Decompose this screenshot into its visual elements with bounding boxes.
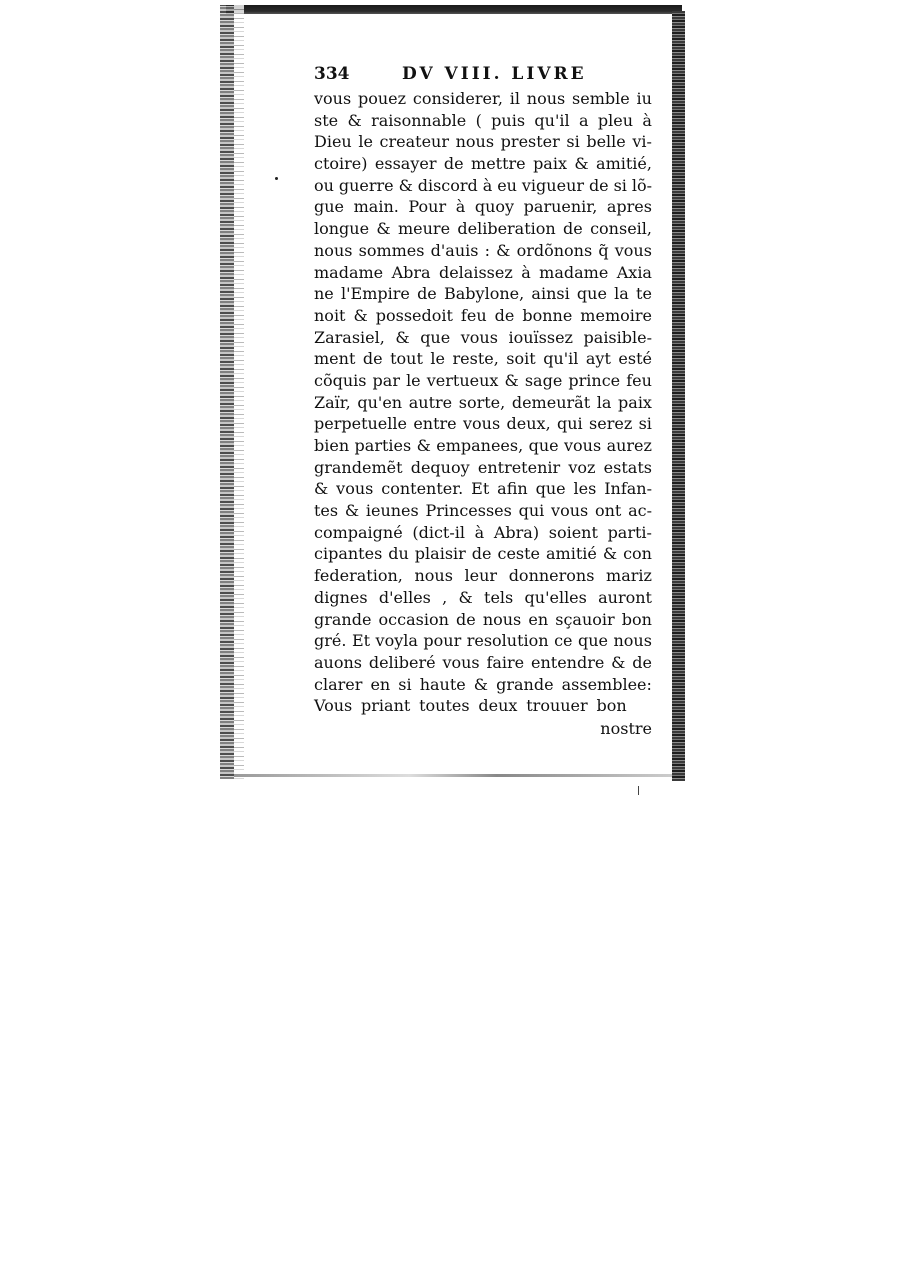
text-line: Vous priant toutes deux trouuer bon xyxy=(314,696,627,716)
text-line: clarer en si haute & grande assemblee: xyxy=(314,674,652,694)
text-line: madame Abra delaissez à madame Axia xyxy=(314,262,652,282)
text-line: Zarasiel, & que vous iouïssez paisible- xyxy=(314,327,652,347)
text-line: gré. Et voyla pour resolution ce que nous xyxy=(314,631,652,651)
text-line: Dieu le createur nous prester si belle vi- xyxy=(314,132,652,152)
text-line: auons deliberé vous faire entendre & de xyxy=(314,652,652,672)
page-left-edge-binding xyxy=(220,5,234,779)
text-line: dignes d'elles , & tels qu'elles auront xyxy=(314,587,652,607)
text-line: tes & ieunes Princesses qui vous ont ac- xyxy=(314,501,652,521)
text-line: cõquis par le vertueux & sage prince feu xyxy=(314,370,652,390)
ink-mark xyxy=(638,786,639,795)
text-line: gue main. Pour à quoy paruenir, apres xyxy=(314,197,652,217)
text-line: ment de tout le reste, soit qu'il ayt esté xyxy=(314,349,652,369)
text-line: grandemẽt dequoy entretenir voz estats xyxy=(314,457,652,477)
text-line: ou guerre & discord à eu vigueur de si lõ- xyxy=(314,175,652,195)
body-text xyxy=(314,88,652,717)
text-line: ne l'Empire de Babylone, ainsi que la te xyxy=(314,284,652,304)
text-line: ctoire) essayer de mettre paix & amitié, xyxy=(314,154,652,174)
page-text-block xyxy=(314,64,652,741)
text-line: federation, nous leur donnerons mariz xyxy=(314,566,652,586)
catchword: nostre xyxy=(600,718,652,738)
page-header xyxy=(314,64,652,88)
text-line: ste & raisonnable ( puis qu'il a pleu à xyxy=(314,110,652,130)
page-right-edge-shadow xyxy=(672,11,685,781)
text-line: Zaïr, qu'en autre sorte, demeurãt la paix xyxy=(314,392,652,412)
text-line: cipantes du plaisir de ceste amitié & con xyxy=(314,544,652,564)
text-line: nous sommes d'auis : & ordõnons q̃ vous xyxy=(314,240,652,260)
ink-speck xyxy=(275,177,278,180)
text-line: bien parties & empanees, que vous aurez xyxy=(314,436,652,455)
text-line: noit & possedoit feu de bonne memoire xyxy=(314,305,652,325)
page-top-edge-shadow xyxy=(226,5,682,14)
text-line: & vous contenter. Et afin que les Infan- xyxy=(314,479,652,499)
text-line: longue & meure deliberation de conseil, xyxy=(314,219,652,239)
text-line: grande occasion de nous en sçauoir bon xyxy=(314,609,652,629)
page-left-gutter-noise xyxy=(234,5,244,779)
text-line: vous pouez considerer, il nous semble iu xyxy=(314,89,652,108)
text-line: perpetuelle entre vous deux, qui serez si xyxy=(314,414,652,434)
page-number: 334 xyxy=(314,64,350,84)
running-head: DV VIII. LIVRE xyxy=(402,64,587,84)
page-bottom-edge xyxy=(234,774,672,777)
text-line: compaigné (dict-il à Abra) soient parti- xyxy=(314,522,652,542)
scanned-page xyxy=(220,5,685,781)
